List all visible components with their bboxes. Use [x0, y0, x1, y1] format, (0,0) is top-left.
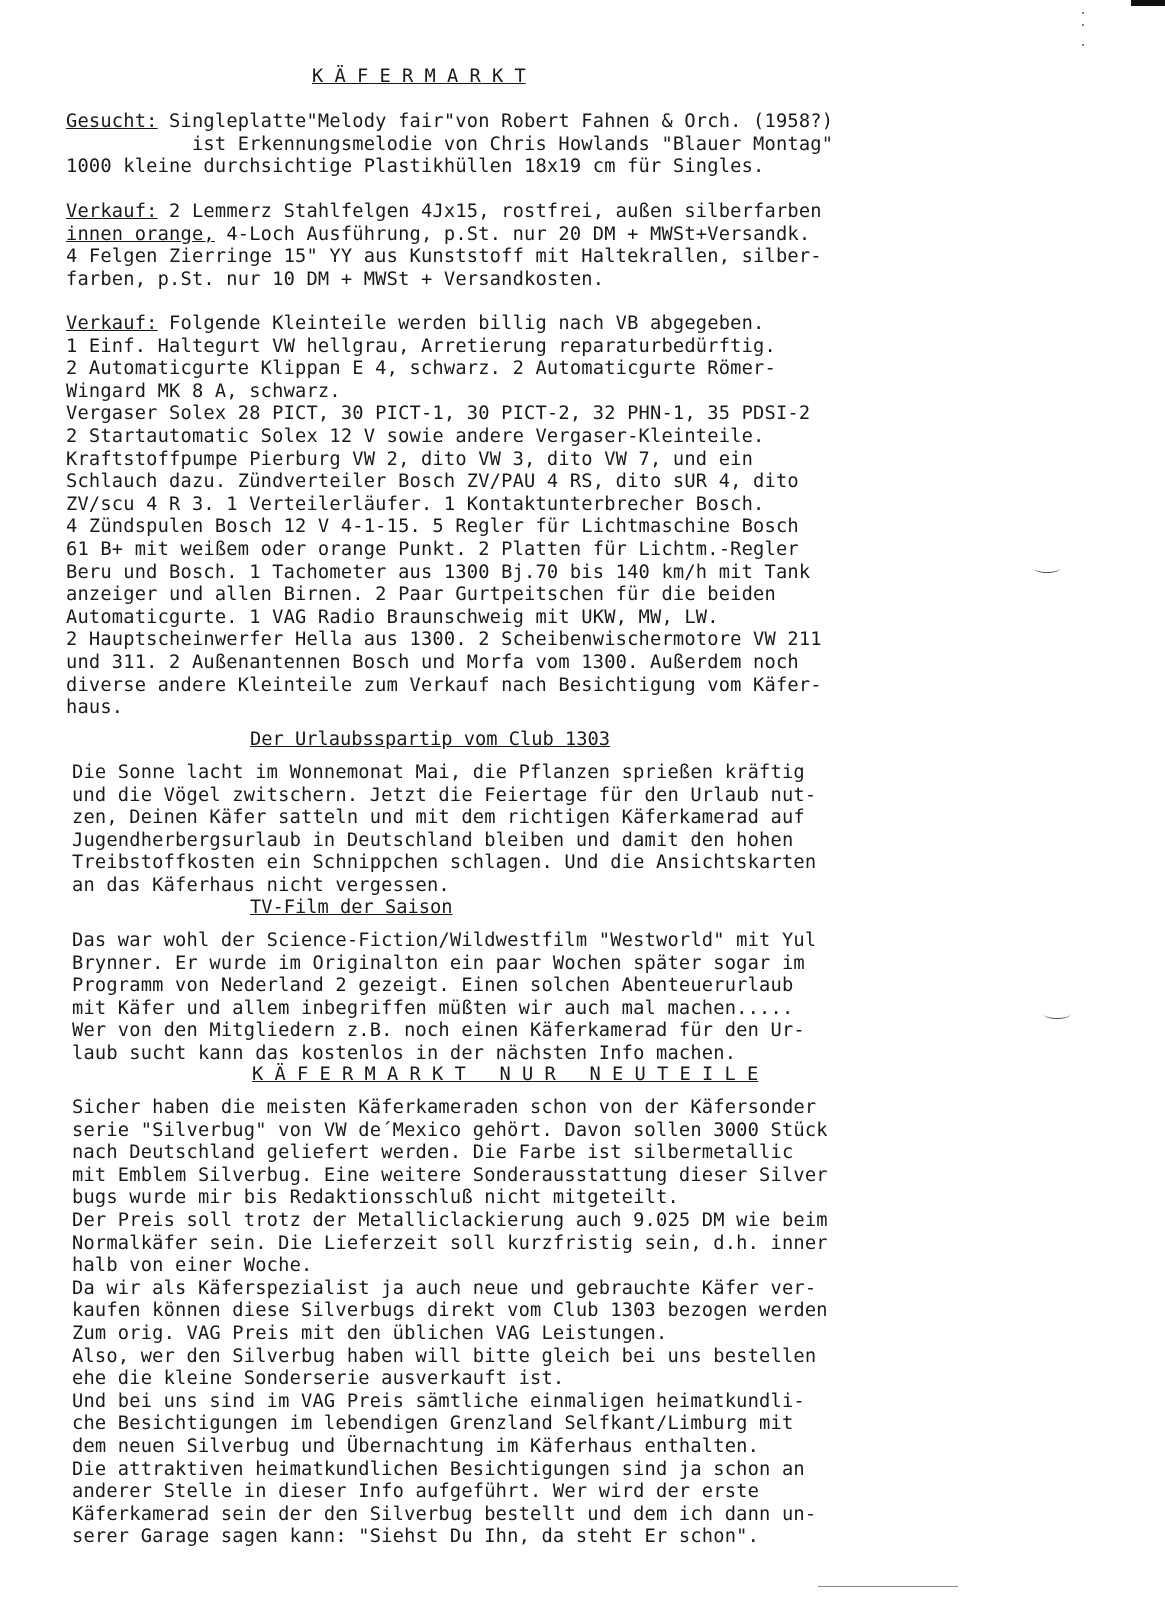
gesucht-line: 1000 kleine durchsichtige Plastikhüllen 18x19 cm für Singles.: [66, 156, 765, 178]
list-line: Kraftstoffpumpe Pierburg VW 2, dito VW 3, dito VW 7, und ein: [66, 448, 754, 470]
verkauf-felgen-section: [66, 201, 822, 291]
scan-mark: [1034, 564, 1060, 573]
verkauf-kleinteile-section: [66, 313, 822, 720]
verkauf-line: farben, p.St. nur 10 DM + MWSt + Versandkosten.: [66, 268, 605, 290]
paragraph-line: zen, Deinen Käfer satteln und mit dem richtigen Käferkamerad auf: [72, 807, 805, 829]
paragraph-line: ehe die kleine Sonderserie ausverkauft ist.: [72, 1368, 565, 1390]
paragraph-line: che Besichtigungen im lebendigen Grenzland Selfkant/Limburg mit: [72, 1413, 794, 1435]
paragraph-line: Brynner. Er wurde im Originalton ein paar Wochen später sogar im: [72, 952, 805, 974]
scan-corner-mark: [1131, 0, 1165, 6]
paragraph-line: Programm von Nederland 2 gezeigt. Einen solchen Abenteuerurlaub: [72, 975, 794, 997]
paragraph-line: serie "Silverbug" von VW de´Mexico gehört. Davon sollen 3000 Stück: [72, 1119, 828, 1141]
paragraph-line: Normalkäfer sein. Die Lieferzeit soll kurzfristig sein, d.h. inner: [72, 1232, 828, 1254]
list-line: Schlauch dazu. Zündverteiler Bosch ZV/PAU 4 RS, dito sUR 4, dito: [66, 471, 799, 493]
tvfilm-section: [72, 930, 816, 1066]
paragraph-line: Der Preis soll trotz der Metalliclackierung auch 9.025 DM wie beim: [72, 1209, 828, 1231]
paragraph-line: Das war wohl der Science-Fiction/Wildwestfilm "Westworld" mit Yul: [72, 930, 817, 951]
verkauf-line: 4 Felgen Zierringe 15" YY aus Kunststoff mit Haltekrallen, silber-: [66, 246, 822, 268]
list-line: 2 Automaticgurte Klippan E 4, schwarz. 2 Automaticgurte Römer-: [66, 358, 776, 380]
scan-speck: [1082, 44, 1084, 46]
paragraph-line: Zum orig. VAG Preis mit den üblichen VAG Leistungen.: [72, 1322, 668, 1344]
list-line: Vergaser Solex 28 PICT, 30 PICT-1, 30 PICT-2, 32 PHN-1, 35 PDSI-2: [66, 403, 811, 425]
scan-mark: [1044, 1010, 1070, 1019]
paragraph-line: halb von einer Woche.: [72, 1255, 313, 1277]
paragraph-line: Die attraktiven heimatkundlichen Besichtigungen sind ja schon an: [72, 1458, 805, 1480]
tvfilm-heading: TV-Film der Saison: [250, 897, 453, 918]
paragraph-line: mit Käfer und allem inbegriffen müßten wir auch mal machen.....: [72, 997, 794, 1019]
gesucht-line: Singleplatte"Melody fair"von Robert Fahnen & Orch. (1958?): [157, 111, 834, 132]
paragraph-line: bugs wurde mir bis Redaktionsschluß nicht mitgeteilt.: [72, 1187, 679, 1209]
paragraph-line: serer Garage sagen kann: "Siehst Du Ihn, da steht Er schon".: [72, 1526, 760, 1548]
paragraph-line: kaufen können diese Silverbugs direkt vom Club 1303 bezogen werden: [72, 1300, 828, 1322]
urlaub-section: [72, 762, 816, 898]
scan-mark: [818, 1586, 958, 1587]
verkauf-line: innen orange,: [66, 223, 215, 245]
paragraph-line: Jugendherbergsurlaub in Deutschland bleiben und damit den hohen: [72, 829, 794, 851]
list-line: Beru und Bosch. 1 Tachometer aus 1300 Bj.70 bis 140 km/h mit Tank: [66, 561, 811, 583]
verkauf-line: Folgende Kleinteile werden billig nach VB abgegeben.: [157, 313, 765, 334]
neuteile-heading: K Ä F E R M A R K T N U R N E U T E I L E: [252, 1064, 759, 1085]
page-title: K Ä F E R M A R K T: [312, 66, 526, 87]
list-line: Automaticgurte. 1 VAG Radio Braunschweig mit UKW, MW, LW.: [66, 606, 719, 628]
list-line: 61 B+ mit weißem oder orange Punkt. 2 Platten für Lichtm.-Regler: [66, 538, 799, 560]
gesucht-section: [66, 111, 833, 179]
paragraph-line: dem neuen Silverbug und Übernachtung im Käferhaus enthalten.: [72, 1435, 760, 1457]
paragraph-line: Also, wer den Silverbug haben will bitte gleich bei uns bestellen: [72, 1345, 817, 1367]
paragraph-line: Sicher haben die meisten Käferkameraden schon von der Käfersonder: [72, 1097, 817, 1118]
scan-speck: [1082, 24, 1084, 26]
paragraph-line: anderer Stelle in dieser Info aufgeführt. Wer wird der erste: [72, 1481, 760, 1503]
scan-speck: [1082, 12, 1084, 14]
gesucht-label: Gesucht:: [66, 111, 158, 132]
paragraph-line: Da wir als Käferspezialist ja auch neue und gebrauchte Käfer ver-: [72, 1277, 817, 1299]
verkauf-line: 2 Lemmerz Stahlfelgen 4Jx15, rostfrei, außen silberfarben: [157, 201, 822, 222]
list-line: und 311. 2 Außenantennen Bosch und Morfa vom 1300. Außerdem noch: [66, 651, 799, 673]
list-line: 4 Zündspulen Bosch 12 V 4-1-15. 5 Regler für Lichtmaschine Bosch: [66, 516, 799, 538]
list-line: haus.: [66, 697, 124, 719]
verkauf-label: Verkauf:: [66, 201, 158, 222]
verkauf-label: Verkauf:: [66, 313, 158, 334]
paragraph-line: laub sucht kann das kostenlos in der nächsten Info machen.: [72, 1042, 737, 1064]
urlaub-heading: Der Urlaubsspartip vom Club 1303: [250, 729, 611, 750]
paragraph-line: nach Deutschland geliefert werden. Die Farbe ist silbermetallic: [72, 1142, 794, 1164]
list-line: diverse andere Kleinteile zum Verkauf nach Besichtigung vom Käfer-: [66, 674, 822, 696]
paragraph-line: Die Sonne lacht im Wonnemonat Mai, die Pflanzen sprießen kräftig: [72, 762, 805, 783]
list-line: 2 Hauptscheinwerfer Hella aus 1300. 2 Scheibenwischermotore VW 211: [66, 629, 822, 651]
paragraph-line: Wer von den Mitgliedern z.B. noch einen Käferkamerad für den Ur-: [72, 1020, 805, 1042]
list-line: 2 Startautomatic Solex 12 V sowie andere Vergaser-Kleinteile.: [66, 425, 765, 447]
paragraph-line: Käferkamerad sein der den Silverbug bestellt und dem ich dann un-: [72, 1503, 817, 1525]
paragraph-line: und die Vögel zwitschern. Jetzt die Feiertage für den Urlaub nut-: [72, 784, 817, 806]
list-line: Wingard MK 8 A, schwarz.: [66, 380, 341, 402]
paragraph-line: Und bei uns sind im VAG Preis sämtliche einmaligen heimatkundli-: [72, 1390, 805, 1412]
list-line: ZV/scu 4 R 3. 1 Verteilerläufer. 1 Kontaktunterbrecher Bosch.: [66, 493, 765, 515]
list-line: 1 Einf. Haltegurt VW hellgrau, Arretierung reparaturbedürftig.: [66, 335, 776, 357]
gesucht-line: ist Erkennungsmelodie von Chris Howlands "Blauer Montag": [66, 133, 834, 155]
paragraph-line: Treibstoffkosten ein Schnippchen schlagen. Und die Ansichtskarten: [72, 852, 817, 874]
verkauf-line: 4-Loch Ausführung, p.St. nur 20 DM + MWSt+Versandk.: [214, 223, 811, 245]
paragraph-line: mit Emblem Silverbug. Eine weitere Sonderausstattung dieser Silver: [72, 1164, 828, 1186]
paragraph-line: an das Käferhaus nicht vergessen.: [72, 874, 450, 896]
neuteile-section: [72, 1097, 828, 1549]
list-line: anzeiger und allen Birnen. 2 Paar Gurtpeitschen für die beiden: [66, 584, 776, 606]
